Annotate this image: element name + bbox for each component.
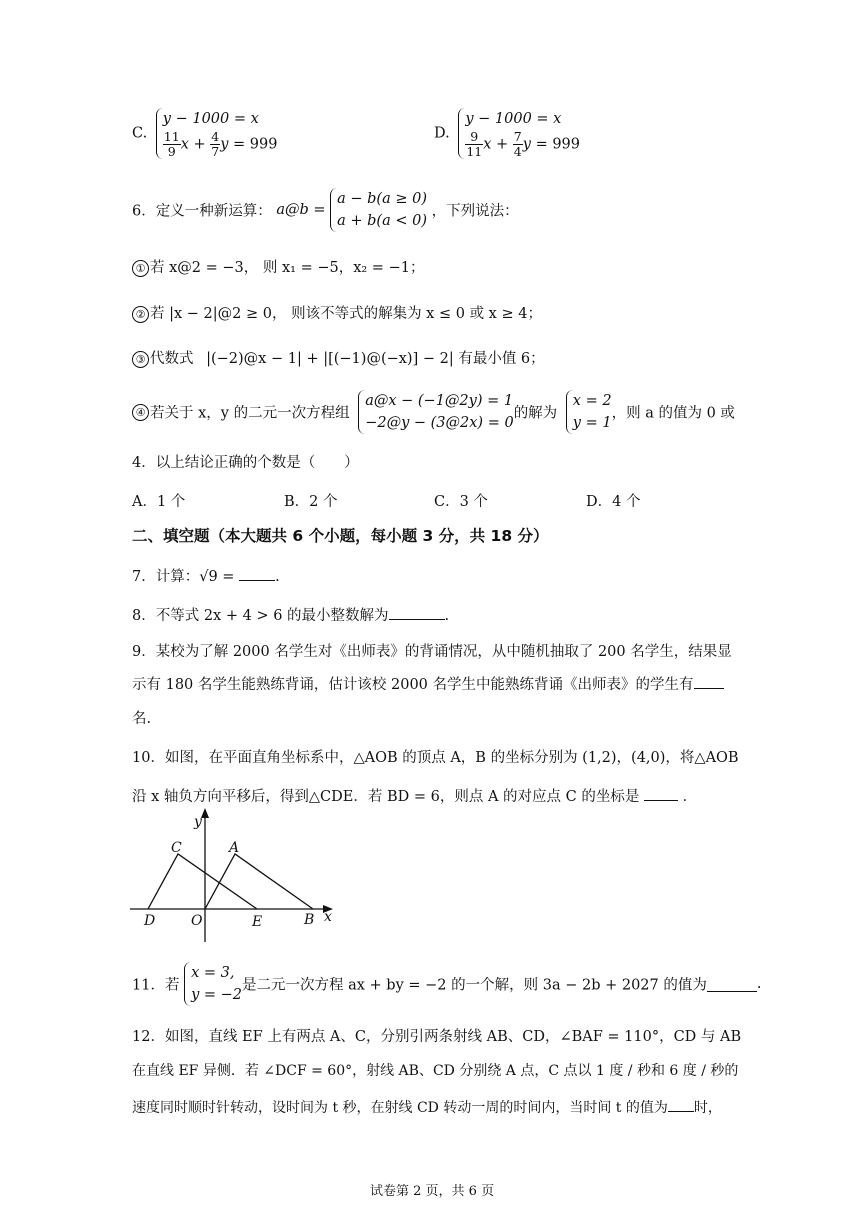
- q6-question: 4．以上结论正确的个数是（ ）: [132, 455, 359, 471]
- q7: 7．计算：√9 = .: [132, 565, 280, 586]
- q8: 8．不等式 2x + 4 > 6 的最小整数解为 .: [132, 604, 449, 625]
- q11: 11．若 x = 3, y = −2 是二元一次方程 ax + by = −2 的一个解，则 3a − 2b + 2027 的值为 .: [132, 962, 761, 1006]
- equation: $\frac{11}{9}$ x + $\frac{4}{7}$ y = 999: [163, 129, 278, 159]
- answer-blank[interactable]: [389, 604, 445, 620]
- fraction: $\frac{11}{9}$: [163, 129, 180, 159]
- solution-system: x = 2 y = 1: [566, 390, 612, 434]
- q9-line-1: 9．某校为了解 2000 名学生对《出师表》的背诵情况，从中随机抽取了 200 名学生，结果显: [132, 644, 732, 660]
- option-label: D.: [434, 125, 450, 142]
- label-o: O: [191, 913, 203, 929]
- equation-system: [156, 108, 278, 159]
- q9-line-2: 示有 180 名学生能熟练背诵，估计该校 2000 名学生中能熟练背诵《出师表》的学生有: [132, 673, 724, 694]
- circled-number: ④: [132, 404, 149, 421]
- q10-line-2: 沿 x 轴负方向平移后，得到△CDE．若 BD = 6，则点 A 的对应点 C 的坐标是 ．: [132, 785, 697, 806]
- label-y: y: [194, 814, 202, 830]
- label-a: A: [229, 840, 240, 856]
- circled-number: ②: [132, 306, 149, 323]
- q6-statement-4: ④ 若关于 x，y 的二元一次方程组 a@x − (−1@2y) = 1 −2@y − (3@2x) = 0 的解为 x = 2 y = 1 ，则 a 的值为 0 或: [132, 390, 735, 434]
- equation-system: x = 3, y = −2: [184, 962, 242, 1006]
- section-title: 二、填空题（本大题共 6 个小题，每小题 3 分，共 18 分）: [132, 527, 549, 545]
- q12-line-3: 速度同时顺时针转动，设时间为 t 秒，在射线 CD 转动一周的时间内，当时间 t 的值为 时，: [132, 1096, 722, 1117]
- equation: y − 1000 = x: [162, 111, 259, 127]
- q12-line-2: 在直线 EF 异侧．若 ∠DCF = 60°，射线 AB、CD 分别绕 A 点，C 点以 1 度 / 秒和 6 度 / 秒的: [132, 1063, 739, 1079]
- circled-number: ①: [132, 260, 149, 277]
- fraction: $\frac{7}{4}$: [513, 129, 522, 159]
- coordinate-figure: [128, 808, 348, 948]
- q10-line-1: 10．如图，在平面直角坐标系中，△AOB 的顶点 A，B 的坐标分别为 (1,2)，(4,0)，将△AOB: [132, 750, 739, 766]
- label-e: E: [252, 914, 263, 930]
- label-d: D: [144, 913, 156, 929]
- q6-option-c: C．3 个: [434, 494, 488, 510]
- y-axis-arrow: [201, 808, 209, 818]
- equation-system: a@x − (−1@2y) = 1 −2@y − (3@2x) = 0: [358, 390, 513, 434]
- equation: $\frac{9}{11}$ x + $\frac{7}{4}$ y = 999: [466, 129, 580, 159]
- q6-statement-2: ② 若 |x − 2|@2 ≥ 0， 则该不等式的解集为 x ≤ 0 或 x ≥ 4；: [132, 302, 542, 323]
- q9-line-3: 名.: [132, 711, 152, 727]
- q5-option-c: [132, 108, 277, 159]
- fraction: $\frac{4}{7}$: [211, 129, 220, 159]
- answer-blank[interactable]: [668, 1096, 694, 1112]
- q6-intro: 6．定义一种新运算： a@b = a − b(a ≥ 0) a + b(a < 0) ，下列说法：: [132, 188, 519, 232]
- q6-option-d: D．4 个: [586, 494, 641, 510]
- answer-blank[interactable]: [707, 976, 757, 992]
- answer-blank[interactable]: [694, 673, 724, 689]
- q6-statement-1: ① 若 x@2 = −3， 则 x₁ = −5，x₂ = −1；: [132, 256, 424, 277]
- label-c: C: [171, 840, 182, 856]
- page-footer: 试卷第 2 页，共 6 页: [370, 1184, 495, 1199]
- answer-blank[interactable]: [644, 785, 678, 801]
- q12-line-1: 12．如图，直线 EF 上有两点 A、C，分别引两条射线 AB、CD，∠BAF = 110°，CD 与 AB: [132, 1029, 742, 1045]
- piecewise-definition: a − b(a ≥ 0) a + b(a < 0): [330, 188, 427, 232]
- answer-blank[interactable]: [239, 565, 275, 581]
- option-label: C.: [132, 125, 148, 142]
- q6-option-a: A．1 个: [132, 494, 186, 510]
- q6-statement-3: ③ 代数式 |(−2)@x − 1| + |[(−1)@(−x)] − 2| 有最小值 6；: [132, 347, 545, 368]
- label-b: B: [304, 912, 315, 928]
- triangle-aob: [205, 854, 313, 909]
- label-x: x: [324, 909, 332, 925]
- equation: y − 1000 = x: [465, 111, 562, 127]
- q6-option-b: B．2 个: [284, 494, 338, 510]
- circled-number: ③: [132, 351, 149, 368]
- fraction: $\frac{9}{11}$: [466, 129, 483, 159]
- triangle-cde: [148, 854, 257, 909]
- q5-option-d: [434, 108, 580, 159]
- equation-system: [458, 108, 580, 159]
